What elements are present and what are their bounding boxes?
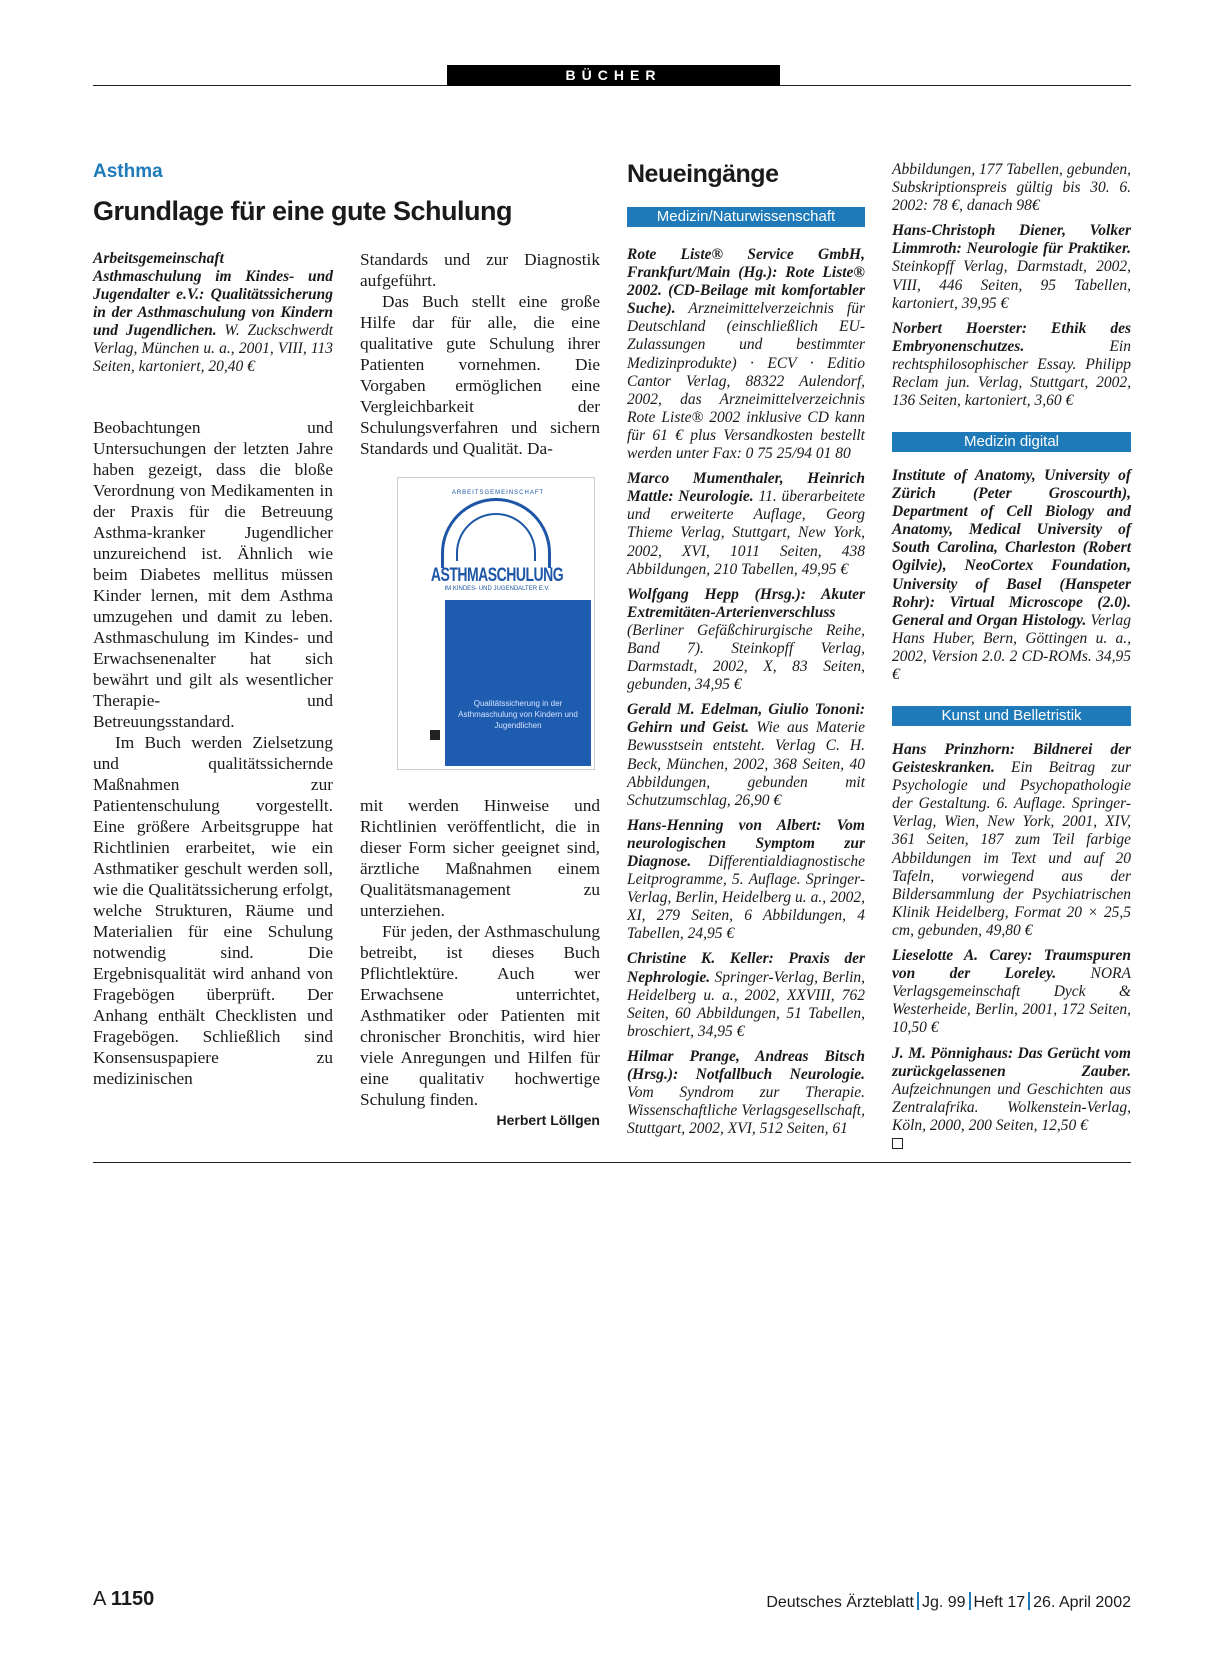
book-entry-title: Lieselotte A. Carey: Traumspuren von der Loreley. (892, 947, 1131, 983)
book-entry-details: Abbildungen, 177 Tabellen, gebunden, Subskriptionspreis gültig bis 30. 6. 2002: 78 €, danach 98€ (892, 161, 1131, 215)
new-arrivals-title: Neueingänge (627, 160, 779, 188)
book-cover-image (397, 477, 595, 770)
book-entry (627, 817, 865, 944)
cover-blue-panel (445, 600, 591, 766)
book-reference (93, 250, 333, 376)
book-entry (892, 222, 1131, 312)
article-paragraph: Im Buch werden Zielsetzung und qualitätssichernde Maßnahmen zur Patientenschulung vorgestellt. Eine größere Arbeitsgruppe hat Richtlinien erarbeitet, wie ein Asthmatiker geschult werden soll, wie die Qualitätssicherung erfolgt, welche Strukturen, Räume und Materialien für eine Schulung notwendig sind. Die Ergebnisqualität wird anhand von Fragebögen überprüft. Der Anhang enthält Checklisten und Fragebögen. Schließlich sind Konsensuspapiere zu medizinischen (93, 733, 333, 1088)
book-entry (892, 320, 1131, 410)
new-arrivals-kunst (892, 741, 1131, 1160)
book-entry-title: Gerald M. Edelman, Giulio Tononi: Gehirn und Geist. (627, 701, 865, 737)
article-column-1 (93, 417, 333, 1089)
separator (917, 1592, 919, 1610)
journal-name: Deutsches Ärzteblatt (766, 1594, 914, 1611)
book-entry (627, 246, 865, 463)
article-headline: Grundlage für eine gute Schulung (93, 196, 513, 226)
book-reference-details: W. Zuckschwerdt Verlag, München u. a., 2001, VIII, 113 Seiten, kartoniert, 20,40 € (93, 322, 333, 375)
category-kunst: Kunst und Belletristik (892, 706, 1131, 726)
book-entry (627, 950, 865, 1040)
book-entry-details: Steinkopff Verlag, Darmstadt, 2002, VIII, 446 Seiten, 95 Tabellen, kartoniert, 39,95 € (892, 258, 1131, 312)
journal-issue: Heft 17 (973, 1594, 1026, 1611)
book-entry-details: Vom Syndrom zur Therapie. Wissenschaftliche Verlagsgesellschaft, Stuttgart, 2002, XVI, 512 Seiten, 61 (627, 1084, 865, 1138)
book-entry (892, 1045, 1131, 1154)
book-entry-details: Ein Beitrag zur Psychologie und Psychopathologie der Gestaltung. 6. Auflage. Springer-Verlag, Wien, New York, 2001, XIV, 361 Seiten, 187 zum Teil farbige Abbildungen im Text und auf 20 Tafeln, vorwiegend aus der Bildersammlung der Psychiatrischen Klinik Heidelberg, Format 20 × 25,5 cm, gebunden, 49,80 € (892, 759, 1131, 939)
publisher-logo-icon (430, 730, 440, 740)
article-paragraph: Standards und zur Diagnostik aufgeführt. (360, 250, 600, 290)
book-entry-details: 11. überarbeitete und erweiterte Auflage, Georg Thieme Verlag, Stuttgart, New York, 2002, XVI, 1011 Seiten, 438 Abbildungen, 210 Tabellen, 49,95 € (627, 488, 865, 578)
page-number (93, 1588, 154, 1611)
new-arrivals-digital (892, 467, 1131, 691)
book-entry (627, 586, 865, 695)
book-entry-title: Christine K. Keller: Praxis der Nephrologie. (627, 950, 865, 986)
new-arrivals-column-3 (627, 246, 865, 1145)
book-entry-details: (Berliner Gefäßchirurgische Reihe, Band 7). Steinkopff Verlag, Darmstadt, 2002, X, 83 Seiten, gebunden, 34,95 € (627, 621, 865, 694)
separator (969, 1592, 971, 1610)
book-entry-details: Aufzeichnungen und Geschichten aus Zentralafrika. Wolkenstein-Verlag, Köln, 2000, 200 Seiten, 12,50 € (892, 1080, 1131, 1134)
article-paragraph: Beobachtungen und Untersuchungen der letzten Jahre haben gezeigt, dass die bloße Verordnung von Medikamenten in der Praxis für die Betreuung Asthma-kranker Jugendlicher unzureichend ist. Ähnlich wie beim Diabetes mellitus müssen Kinder lernen, mit dem Asthma umzugehen und damit zu leben. Asthmaschulung im Kindes- und Erwachsenenalter hat sich bewährt und gilt als wesentlicher Therapie- und Betreuungsstandard. (93, 418, 333, 731)
book-entry (627, 701, 865, 810)
book-reference-title: Arbeitsgemeinschaft Asthmaschulung im Kindes- und Jugendalter e.V.: Qualitätssicherung in der Asthmaschulung von Kindern und Jugendlichen. (93, 250, 333, 339)
book-entry-details: NORA Verlagsgemeinschaft Dyck & Westerheide, Berlin, 2001, 172 Seiten, 10,50 € (892, 965, 1131, 1037)
page-number-value: 1150 (110, 1588, 155, 1610)
book-entry (892, 161, 1131, 215)
book-entry-title: Institute of Anatomy, University of Zürich (Peter Groscourth), Department of Cell Biology and Anatomy, Medical University of South Carolina, Charleston (Robert Ogilvie), NeoCortex Foundation, University of Basel (Hanspeter Rohr): Virtual Microscope (2.0). General and Organ Histology. (892, 467, 1131, 629)
article-paragraph (360, 921, 600, 1128)
book-entry-title: Hans Prinzhorn: Bildnerei der Geisteskranken. (892, 741, 1131, 777)
book-entry-details: Springer-Verlag, Berlin, Heidelberg u. a., 2002, XXVIII, 762 Seiten, 60 Abbildungen, 51 Tabellen, broschiert, 34,95 € (627, 968, 865, 1040)
separator (1028, 1592, 1030, 1610)
journal-volume: Jg. 99 (921, 1594, 966, 1611)
book-entry (892, 947, 1131, 1037)
book-entry-details: Verlag Hans Huber, Bern, Göttingen u. a., 2002, Version 2.0. 2 CD-ROMs. 34,95 € (892, 611, 1131, 684)
cover-title: ASTHMASCHULUNG (430, 562, 564, 586)
article-paragraph-text: Für jeden, der Asthmaschulung betreibt, ist dieses Buch Pflichtlektüre. Auch wer Erwachsene unterrichtet, Asthmatiker oder Patienten mit chronischer Bronchitis, wird hier viele Anregungen und Hilfen für eine qualitativ hochwertige Schulung finden. (360, 922, 600, 1109)
cover-seal-text: ARBEITSGEMEINSCHAFT (451, 490, 545, 496)
journal-date: 26. April 2002 (1033, 1594, 1131, 1611)
category-medizin: Medizin/Naturwissenschaft (627, 207, 865, 227)
article-kicker: Asthma (93, 161, 163, 182)
cover-subtitle: IM KINDES- UND JUGENDALTER E.V. (444, 586, 550, 592)
book-entry (627, 1048, 865, 1138)
article-author: Herbert Löllgen (496, 1112, 600, 1128)
book-entry-title: J. M. Pönnighaus: Das Gerücht vom zurückgelassenen Zauber. (892, 1044, 1131, 1080)
section-label: BÜCHER (447, 65, 780, 86)
journal-info (766, 1592, 1131, 1612)
article-column-2-bottom (360, 795, 600, 1131)
end-of-article-icon (892, 1138, 903, 1149)
book-entry (627, 470, 865, 579)
book-entry-details: Ein rechtsphilosophischer Essay. Philipp Reclam jun. Verlag, Stuttgart, 2002, 136 Seiten, kartoniert, 3,60 € (892, 337, 1131, 410)
book-entry-details: Differentialdiagnostische Leitprogramme, 5. Auflage. Springer-Verlag, Berlin, Heidelberg u. a., 2002, XI, 279 Seiten, 6 Abbildungen, 4 Tabellen, 24,95 € (627, 853, 865, 943)
book-entry-title: Hans-Henning von Albert: Vom neurologischen Symptom zur Diagnose. (627, 816, 865, 870)
book-entry-details: Arzneimittelverzeichnis für Deutschland (einschließlich EU-Zulassungen und bestimmter Medizinprodukte) · ECV · Editio Cantor Verlag, 88322 Aulendorf, 2002, das Arzneimittelverzeichnis Rote Liste® 2002 inklusive CD kann für 61 € plus Versandkosten bestellt werden unter Fax: 0 75 25/94 01 80 (627, 300, 865, 463)
article-column-2-top (360, 249, 600, 459)
page-prefix: A (93, 1588, 106, 1610)
article-paragraph: Das Buch stellt eine große Hilfe dar für alle, die eine qualitative gute Schulung ihrer Patienten vornehmen. Die Vorgaben ermöglichen eine Vergleichbarkeit der Schulungsverfahren und sichern Standards und Qualität. Da- (360, 292, 600, 458)
book-entry-details: Wie aus Materie Bewusstsein entsteht. Verlag C. H. Beck, München, 2002, 368 Seiten, 40 Abbildungen, gebunden mit Schutzumschlag, 26,90 € (627, 719, 865, 809)
cover-panel-text: Qualitätssicherung in der Asthmaschulung von Kindern und Jugendlichen (458, 699, 578, 730)
book-entry-title: Hilmar Prange, Andreas Bitsch (Hrsg.): Notfallbuch Neurologie. (627, 1047, 865, 1084)
book-entry-title: Marco Mumenthaler, Heinrich Mattle: Neurologie. (627, 470, 865, 506)
book-entry (892, 467, 1131, 684)
book-entry-title: Wolfgang Hepp (Hrsg.): Akuter Extremitäten-Arterienverschluss (627, 585, 865, 621)
footer-rule (93, 1162, 1131, 1163)
book-entry-title: Norbert Hoerster: Ethik des Embryonenschutzes. (892, 319, 1131, 355)
category-digital: Medizin digital (892, 432, 1131, 452)
book-entry-title: Hans-Christoph Diener, Volker Limmroth: Neurologie für Praktiker. (892, 222, 1131, 258)
article-paragraph: mit werden Hinweise und Richtlinien veröffentlicht, die in dieser Form sicher geeignet sind, ärztliche Maßnahmen einem Qualitätsmanagement zu unterziehen. (360, 796, 600, 920)
book-entry (892, 741, 1131, 940)
new-arrivals-column-4-top (892, 161, 1131, 417)
book-entry-title: Rote Liste® Service GmbH, Frankfurt/Main (Hg.): Rote Liste® 2002. (CD-Beilage mit komfortabler Suche). (627, 246, 865, 318)
